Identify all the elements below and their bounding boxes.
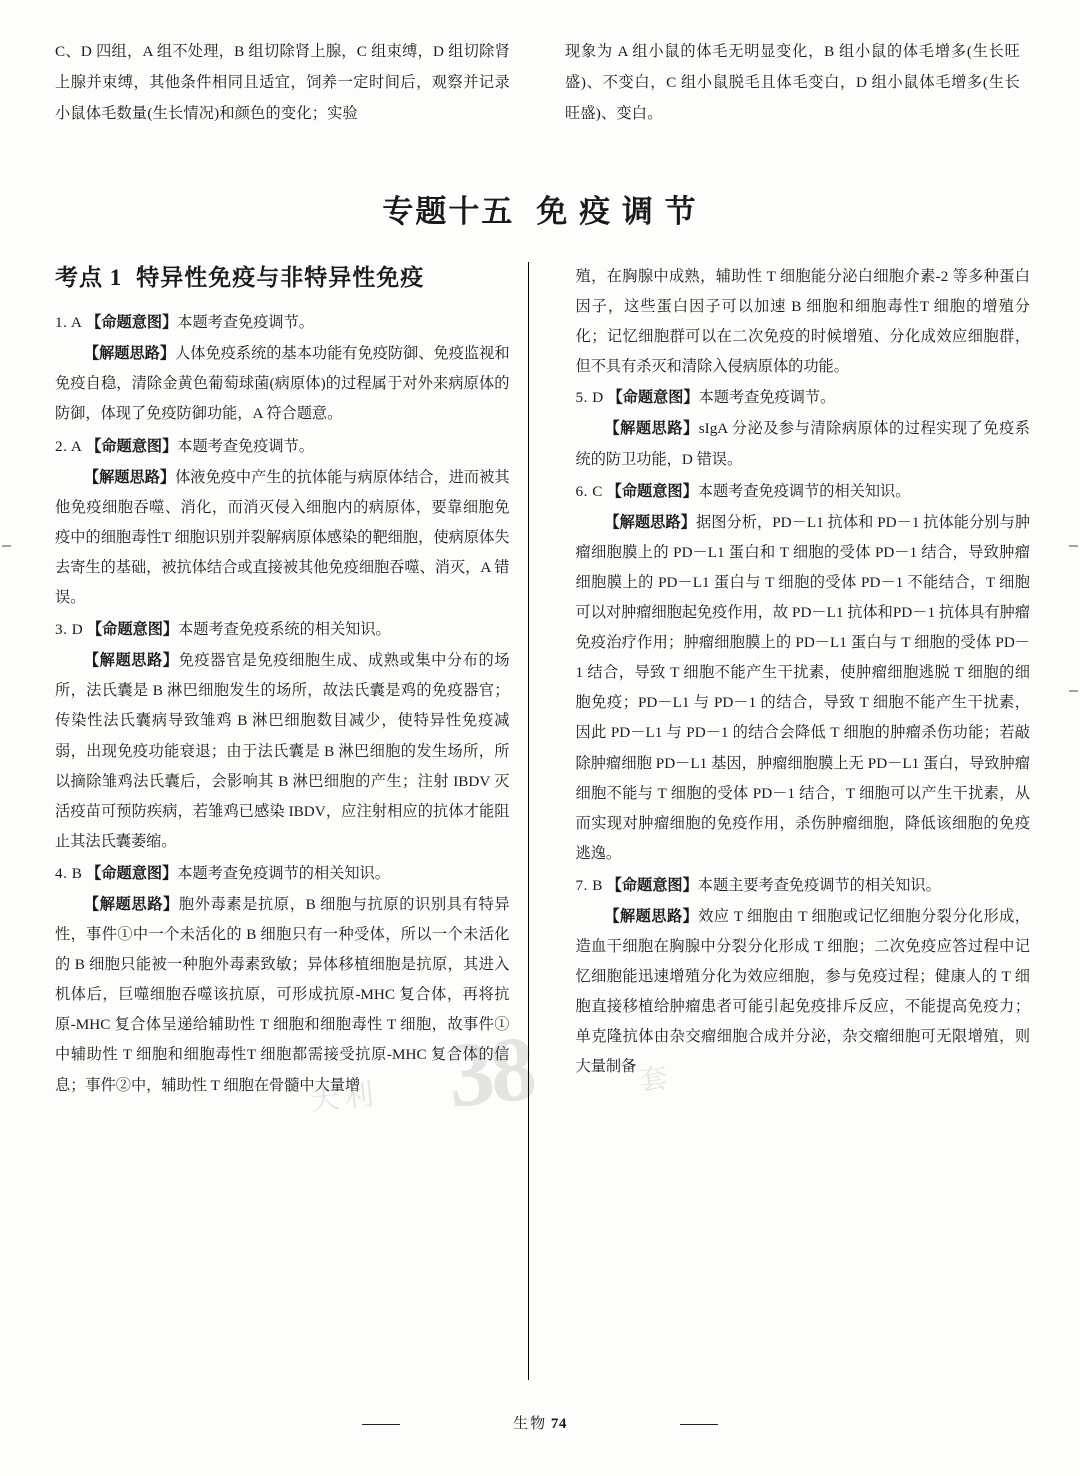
watermark-brand: 天利 — [308, 1077, 380, 1118]
top-continuation-band — [55, 36, 1025, 166]
chapter-label: 专题十五 — [382, 194, 515, 229]
answer-head — [55, 615, 510, 645]
answer-analysis — [55, 646, 510, 857]
footer-subject: 生物 — [513, 1416, 548, 1432]
analysis-label: 【解题思路】 — [83, 895, 179, 913]
answer-item — [55, 432, 510, 614]
footer-rule-left — [362, 1424, 400, 1425]
intent-text: 本题考查免疫调节。 — [177, 437, 314, 455]
analysis-label: 【解题思路】 — [604, 420, 699, 438]
answer-number: 7. B — [575, 876, 603, 894]
answer-number: 2. A — [55, 437, 83, 455]
intent-text: 本题主要考查免疫调节的相关知识。 — [697, 876, 941, 894]
intent-text: 本题考查免疫调节的相关知识。 — [177, 864, 390, 882]
answer-head — [55, 308, 510, 338]
page-footer — [0, 1412, 1080, 1433]
kaodian-title: 特异性免疫与非特异性免疫 — [136, 265, 425, 290]
answer-head — [55, 859, 510, 889]
intent-label: 【命题意图】 — [86, 437, 178, 455]
intent-text: 本题考查免疫调节。 — [177, 314, 314, 332]
top-continuation-right: 现象为 A 组小鼠的体毛无明显变化，B 组小鼠的体毛增多(生长旺盛)、不变白，C 组小鼠脱毛且体毛变白，D 组小鼠体毛增多(生长旺盛)、变白。 — [565, 43, 1020, 123]
kaodian-label: 考点 1 — [55, 265, 123, 290]
watermark-suffix: 套 — [638, 1063, 670, 1097]
analysis-text: sIgA 分泌及参与清除病原体的过程实现了免疫系统的防卫功能，D 错误。 — [575, 420, 1030, 468]
chapter-title — [0, 186, 1080, 231]
analysis-label: 【解题思路】 — [83, 652, 179, 670]
answer-head — [576, 383, 1031, 413]
intent-text: 本题考查免疫调节。 — [698, 389, 836, 407]
scan-edge-mark — [1069, 545, 1078, 547]
answer-item — [576, 871, 1031, 1083]
analysis-text: 免疫器官是免疫细胞生成、成熟或集中分布的场所，法氏囊是 B 淋巴细胞发生的场所，故法氏囊是鸡的免疫器官；传染性法氏囊病导致雏鸡 B 淋巴细胞数目减少，使特异性免疫减弱，出现免疫功能衰退；由于法氏囊是 B 淋巴细胞的发生场所，所以摘除雏鸡法氏囊后，会影响其 B 淋巴细胞的产生；注射 IBDV 灭活疫苗可预防疾病，若雏鸡已感染 IBDV，应注射相应的抗体才能阻止其法氏囊萎缩。 — [55, 652, 510, 850]
scan-edge-mark — [1069, 690, 1078, 692]
answer-analysis — [55, 463, 510, 613]
intent-text: 本题考查免疫系统的相关知识。 — [178, 621, 391, 639]
watermark-number: 38 — [442, 1016, 537, 1127]
analysis-text: 人体免疫系统的基本功能有免疫防御、免疫监视和免疫自稳，清除金黄色葡萄球菌(病原体)的过程属于对外来病原体的防御，体现了免疫防御功能，A 符合题意。 — [55, 345, 510, 423]
intent-label: 【命题意图】 — [86, 621, 179, 639]
analysis-label: 【解题思路】 — [604, 513, 696, 531]
answer-analysis — [576, 414, 1031, 474]
answer-head — [576, 477, 1031, 507]
answer-item — [576, 383, 1031, 474]
analysis-label: 【解题思路】 — [83, 468, 176, 486]
answer-head — [55, 432, 510, 462]
answer-analysis — [55, 339, 510, 429]
intent-label: 【命题意图】 — [606, 876, 698, 894]
analysis-label: 【解题思路】 — [604, 907, 699, 925]
footer-page-number: 74 — [550, 1416, 567, 1432]
analysis-text: 体液免疫中产生的抗体能与病原体结合，进而被其他免疫细胞吞噬、消化，而消灭侵入细胞内的病原体，要靠细胞免疫中的细胞毒性T 细胞识别并裂解病原体感染的靶细胞，使病原体失去寄生的基础，被抗体结合或直接被其他免疫细胞吞噬、消灭，A 错误。 — [55, 468, 510, 607]
intent-label: 【命题意图】 — [606, 482, 698, 500]
column-left — [55, 262, 528, 1402]
answer-number: 4. B — [55, 864, 83, 882]
answer-number: 5. D — [575, 389, 604, 407]
answer-analysis — [576, 902, 1031, 1083]
answer-head — [576, 871, 1031, 901]
answer-analysis — [55, 890, 510, 1101]
answer-item — [55, 859, 510, 1101]
answer-number: 6. C — [575, 482, 603, 500]
intent-label: 【命题意图】 — [86, 864, 178, 882]
main-columns — [55, 262, 1030, 1402]
kaodian-heading — [55, 262, 510, 294]
column-right — [529, 262, 1031, 1402]
analysis-text: 效应 T 细胞由 T 细胞或记忆细胞分裂分化形成，造血干细胞在胸腺中分裂分化形成 T 细胞；二次免疫应答过程中记忆细胞能迅速增殖分化为效应细胞，参与免疫过程；健康人的 T 细胞直接移植给肿瘤患者可能引起免疫排斥反应，不能提高免疫力；单克隆抗体由杂交瘤细胞合成并分泌，杂交瘤细胞可无限增殖，则大量制备 — [575, 907, 1030, 1076]
scan-edge-mark — [2, 545, 11, 547]
intent-text: 本题考查免疫调节的相关知识。 — [697, 482, 911, 500]
answer-item — [55, 615, 510, 857]
answer-analysis — [576, 508, 1031, 869]
answer-number: 1. A — [55, 314, 83, 332]
answer-number: 3. D — [55, 621, 84, 639]
analysis-text: 据图分析，PD－L1 抗体和 PD－1 抗体能分别与肿瘤细胞膜上的 PD－L1 蛋白和 T 细胞的受体 PD－1 结合，导致肿瘤细胞膜上的 PD－L1 蛋白与 T 细胞的受体 PD－1 不能结合，T 细胞可以对肿瘤细胞起免疫作用，故 PD－L1 抗体和PD－1 抗体具有肿瘤免疫治疗作用；肿瘤细胞膜上的 PD－L1 蛋白与 T 细胞的受体 PD－1 结合，导致 T 细胞不能产生干扰素，使肿瘤细胞逃脱 T 细胞的细胞免疫；PD－L1 与 PD－1 的结合，导致 T 细胞不能产生干扰素，因此 PD－L1 与 PD－1 的结合会降低 T 细胞的肿瘤杀伤功能；若敲除肿瘤细胞 PD－L1 基因，肿瘤细胞膜上无 PD－L1 蛋白，导致肿瘤细胞不能与 T 细胞的受体 PD－1 结合，T 细胞可以产生干扰素，从而实现对肿瘤细胞的免疫作用，杀伤肿瘤细胞，降低该细胞的免疫逃逸。 — [575, 513, 1031, 862]
analysis-text: 胞外毒素是抗原，B 细胞与抗原的识别具有特异性，事件①中一个未活化的 B 细胞只有一种受体，所以一个未活化的 B 细胞只能被一种胞外毒素致敏；异体移植细胞是抗原，其进入机体后，巨噬细胞吞噬该抗原，可形成抗原-MHC 复合体，再将抗原-MHC 复合体呈递给辅助性 T 细胞和细胞毒性 T 细胞，故事件①中辅助性 T 细胞和细胞毒性T 细胞都需接受抗原-MHC 复合体的信息；事件②中，辅助性 T 细胞在骨髓中大量增 — [55, 895, 510, 1094]
chapter-name: 免 疫 调 节 — [536, 194, 698, 229]
intent-label: 【命题意图】 — [86, 314, 178, 332]
intent-label: 【命题意图】 — [607, 389, 699, 407]
answer-item — [576, 477, 1031, 869]
answer-continuation: 殖，在胸腺中成熟，辅助性 T 细胞能分泌白细胞介素-2 等多种蛋白因子，这些蛋白因子可以加速 B 细胞和细胞毒性T 细胞的增殖分化；记忆细胞群可以在二次免疫的时候增殖、分化成效应细胞群，但不具有杀灭和清除入侵病原体的功能。 — [575, 268, 1030, 376]
top-continuation-left: C、D 四组，A 组不处理，B 组切除肾上腺，C 组束缚，D 组切除肾上腺并束缚，其他条件相同且适宜，饲养一定时间后，观察并记录小鼠体毛数量(生长情况)和颜色的变化；实验 — [55, 43, 510, 123]
answer-item — [55, 308, 510, 429]
footer-rule-right — [680, 1424, 718, 1425]
analysis-label: 【解题思路】 — [83, 345, 176, 363]
